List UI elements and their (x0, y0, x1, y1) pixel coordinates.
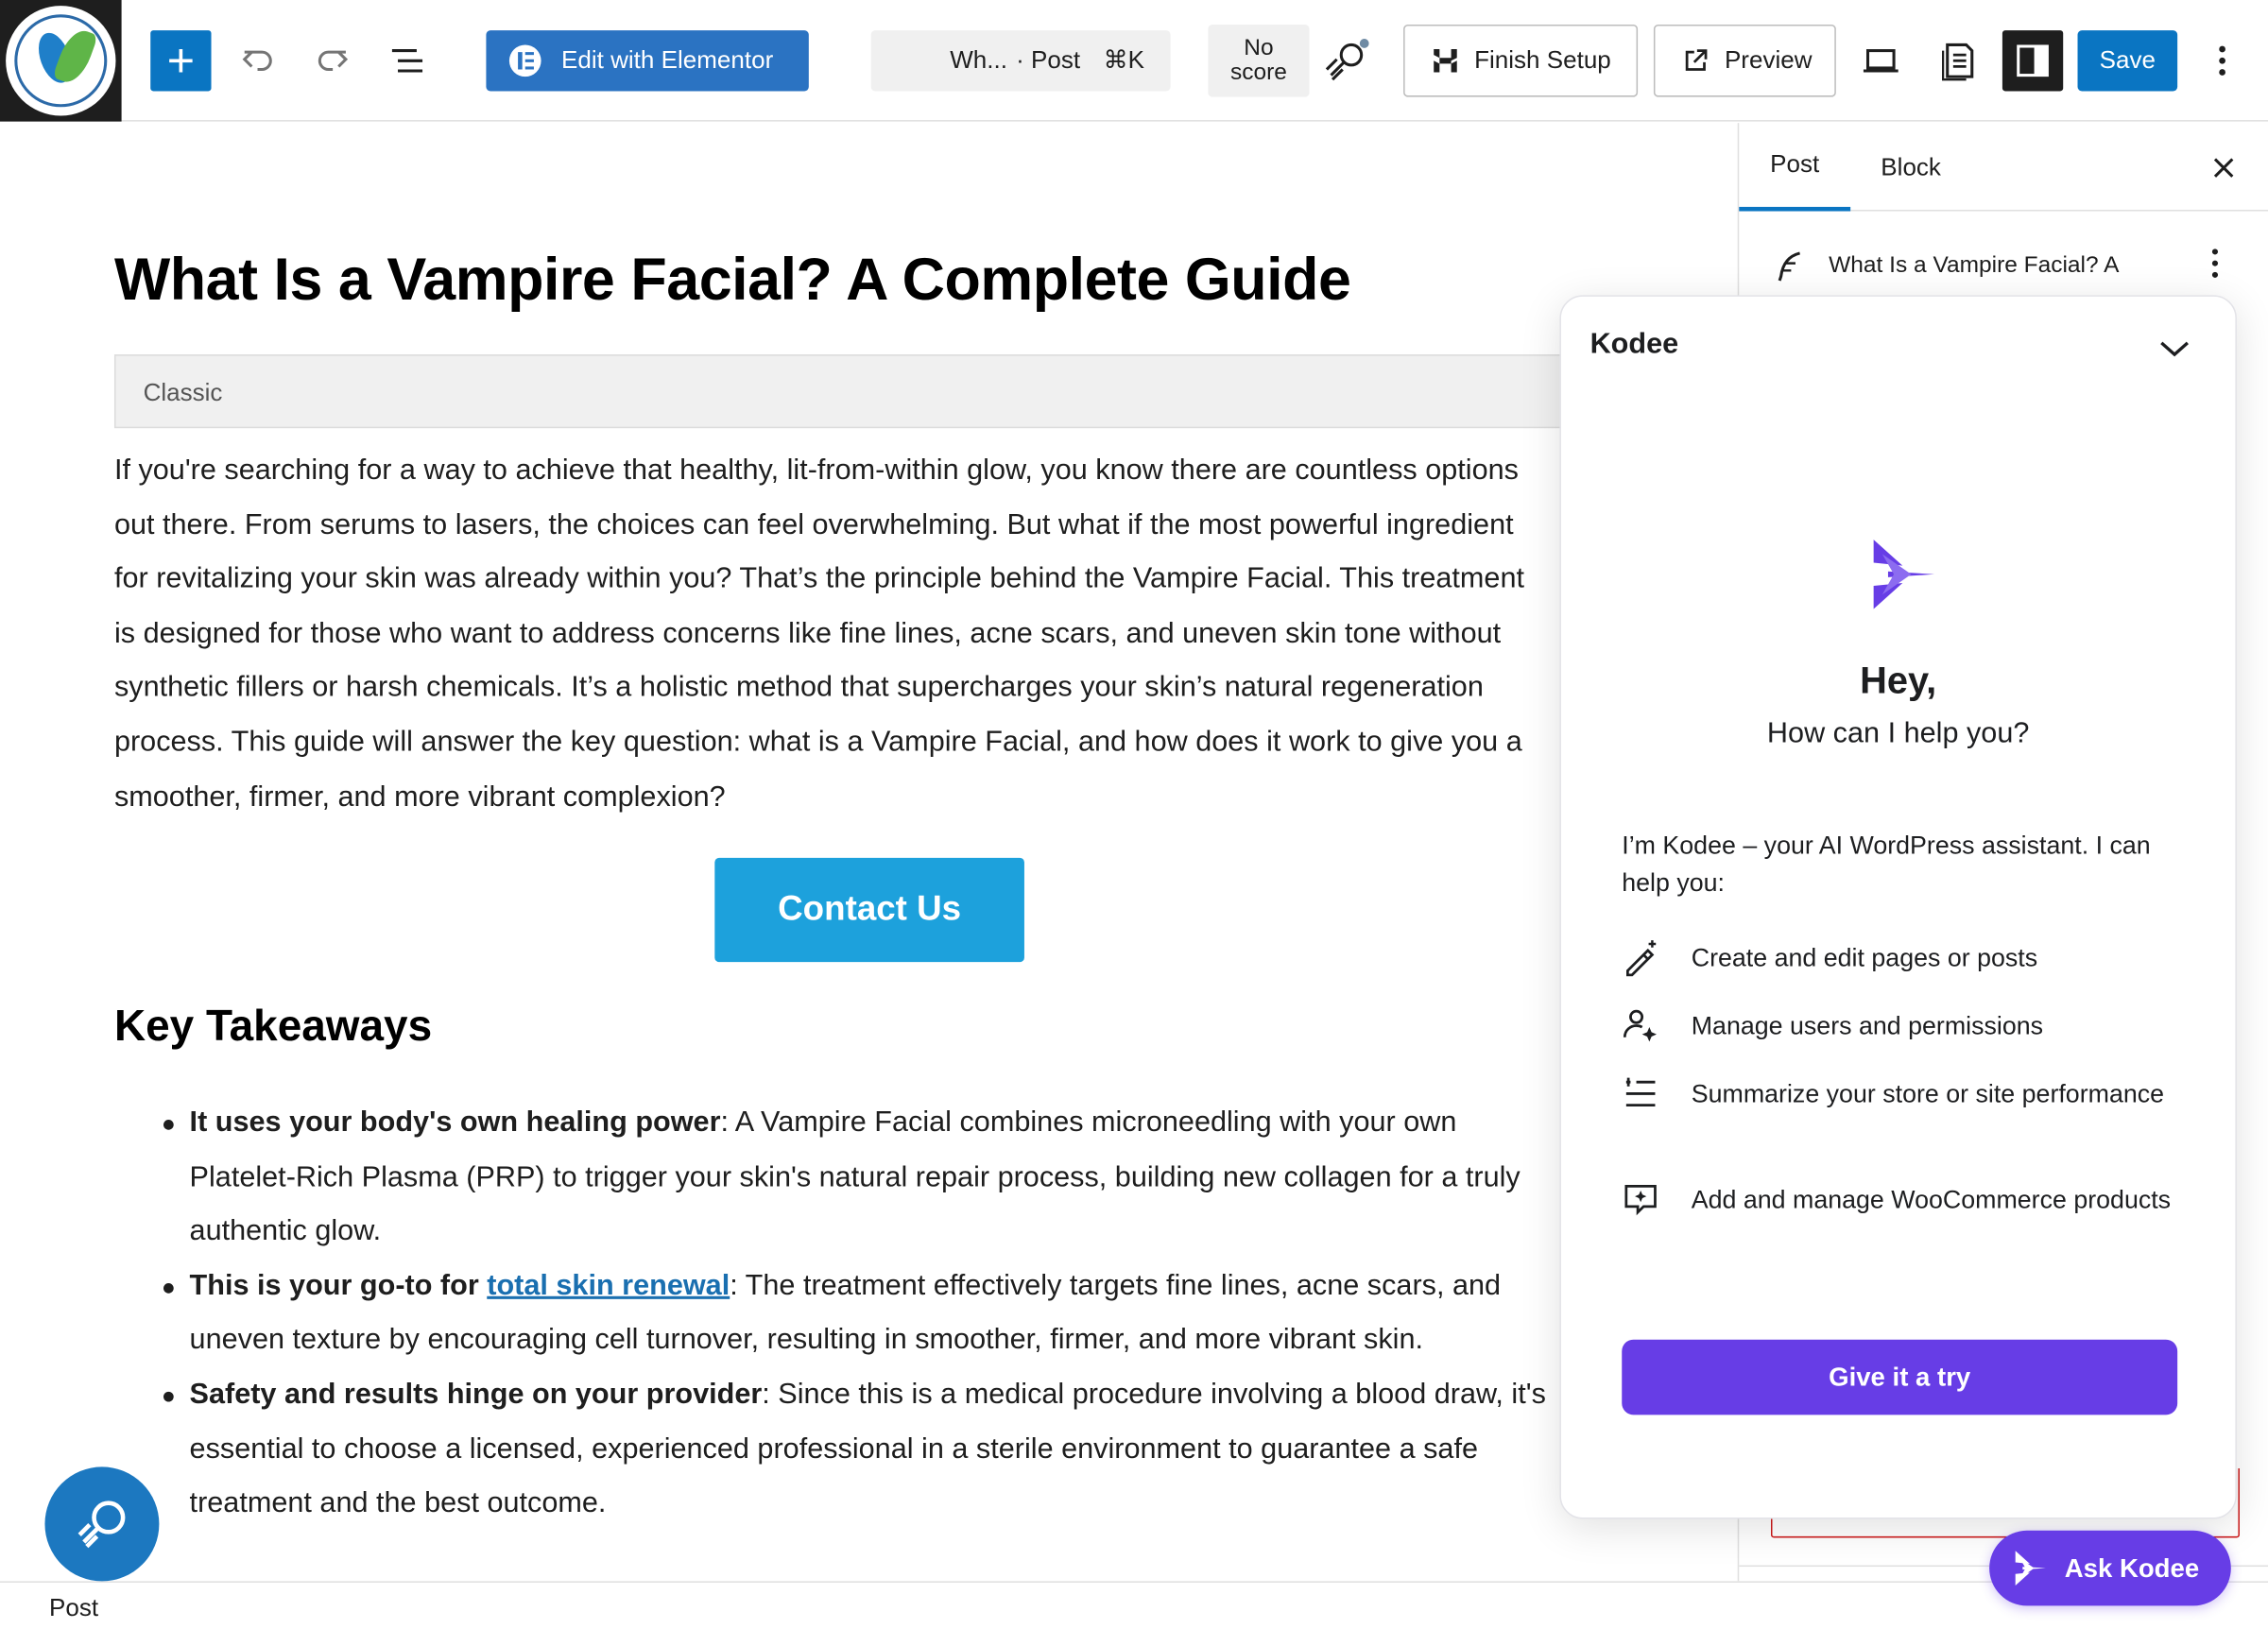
breadcrumb-post[interactable]: Post (49, 1594, 99, 1622)
add-block-button[interactable] (150, 30, 211, 91)
give-it-a-try-button[interactable]: Give it a try (1622, 1340, 2177, 1415)
magic-pen-icon (1622, 939, 1659, 977)
edit-with-elementor-label: Edit with Elementor (561, 45, 774, 75)
bullet-icon (163, 1283, 174, 1294)
editor-top-toolbar (0, 0, 2268, 122)
post-summary-row[interactable] (1774, 245, 2251, 288)
kodee-title: Kodee (1589, 328, 1679, 361)
kodee-capability-label: Manage users and permissions (1691, 1011, 2044, 1040)
takeaway-text: Platelet-Rich Plasma (PRP) to trigger your skin's natural repair process, building new collagen for a truly (189, 1160, 1521, 1193)
seo-score-line1: No (1244, 36, 1274, 61)
kodee-collapse-button[interactable] (2152, 325, 2198, 371)
kodee-capability-item (1622, 939, 2186, 977)
summary-list-icon (1622, 1075, 1659, 1113)
undo-icon (239, 42, 277, 79)
intro-line: synthetic fillers or harsh chemicals. It’s a holistic method that supercharges your skin’s natural regeneration (113, 671, 1484, 704)
classic-block-label: Classic (143, 379, 223, 407)
user-sparkle-icon (1622, 1007, 1659, 1045)
kodee-capability-item (1622, 1180, 2186, 1218)
close-sidebar-button[interactable] (2202, 146, 2245, 190)
sidebar-tabs (1739, 123, 2268, 211)
tab-post[interactable]: Post (1739, 123, 1850, 211)
contact-us-button[interactable]: Contact Us (714, 858, 1024, 962)
sidebar-icon (2016, 43, 2051, 78)
external-link-icon (1681, 46, 1710, 76)
close-icon (2212, 156, 2235, 179)
command-post-type: · Post (1016, 45, 1081, 75)
finish-setup-label: Finish Setup (1474, 45, 1611, 75)
intro-line: out there. From serums to lasers, the choices can feel overwhelming. But what if the most powerful ingredient (113, 508, 1514, 540)
takeaway-text: treatment and the best outcome. (189, 1487, 607, 1519)
bullet-icon (163, 1120, 174, 1130)
hostinger-icon (1431, 46, 1460, 76)
options-menu-button[interactable] (2199, 32, 2245, 90)
kodee-capability-label: Create and edit pages or posts (1691, 943, 2038, 972)
list-item (114, 1096, 1706, 1260)
command-shortcut: ⌘K (1103, 45, 1145, 75)
kodee-assistant-panel (1559, 295, 2237, 1518)
kodee-intro-text: I’m Kodee – your AI WordPress assistant. I can help you: (1622, 830, 2151, 898)
preview-button[interactable] (1654, 25, 1836, 97)
finish-setup-button[interactable] (1403, 25, 1638, 97)
intro-line: If you're searching for a way to achieve that healthy, lit-from-within glow, you know there are countless options (113, 454, 1519, 487)
seo-score-line2: score (1230, 60, 1287, 86)
list-item (114, 1368, 1706, 1532)
takeaway-bold: It uses your body's own healing power (189, 1106, 721, 1139)
intro-line: process. This guide will answer the key question: what is a Vampire Facial, and how does it work to give you a (113, 726, 1522, 759)
ask-kodee-label: Ask Kodee (2064, 1552, 2200, 1583)
page-attributes-button[interactable] (1933, 32, 1984, 90)
elementor-icon (509, 44, 541, 77)
search-icon (66, 1488, 139, 1561)
takeaway-text: : The treatment effectively targets fine lines, acne scars, and (730, 1269, 1502, 1302)
seo-search-fab[interactable] (44, 1466, 159, 1581)
settings-sidebar-toggle[interactable] (2002, 30, 2063, 91)
key-takeaways-list[interactable] (114, 1096, 1706, 1531)
rank-math-icon (1319, 35, 1371, 87)
list-item (114, 1260, 1706, 1368)
save-button[interactable]: Save (2078, 30, 2178, 91)
tab-block[interactable]: Block (1881, 152, 1941, 180)
takeaway-text: : Since this is a medical procedure involving a blood draw, it's (762, 1378, 1546, 1411)
edit-with-elementor-button[interactable] (486, 30, 808, 91)
total-skin-renewal-link[interactable]: total skin renewal (487, 1269, 730, 1302)
takeaway-bold: Safety and results hinge on your provider (189, 1378, 763, 1411)
post-actions-button[interactable] (2193, 242, 2237, 285)
device-preview-button[interactable] (1855, 32, 1907, 90)
site-logo-button[interactable] (0, 0, 122, 122)
takeaway-text: authentic glow. (189, 1215, 382, 1248)
laptop-icon (1861, 41, 1901, 81)
document-overview-button[interactable] (382, 32, 434, 90)
kodee-logo-icon (2010, 1548, 2051, 1588)
redo-icon (314, 42, 352, 79)
intro-line: for revitalizing your skin was already within you? That’s the principle behind the Vampire Facial. This treatment (113, 562, 1525, 595)
takeaway-bold: This is your go-to for (189, 1269, 488, 1302)
seo-score-button[interactable] (1208, 25, 1309, 97)
intro-line: is designed for those who want to address concerns like fine lines, acne scars, and uneven skin tone without (113, 617, 1502, 650)
kodee-capability-label: Add and manage WooCommerce products (1691, 1184, 2172, 1214)
chevron-down-icon (2158, 338, 2191, 358)
feather-icon (1774, 250, 1806, 283)
post-title[interactable]: What Is a Vampire Facial? A Complete Guide (113, 246, 1351, 313)
kodee-logo-icon (1862, 534, 1943, 615)
kodee-capability-label: Summarize your store or site performance (1691, 1079, 2165, 1108)
bullet-icon (163, 1392, 174, 1402)
chat-sparkle-icon (1622, 1180, 1659, 1218)
command-post-title: Wh... (950, 45, 1007, 75)
kodee-help-prompt: How can I help you? (1766, 717, 2030, 750)
document-icon (1939, 41, 1980, 81)
preview-label: Preview (1724, 45, 1813, 75)
undo-button[interactable] (232, 32, 284, 90)
redo-button[interactable] (307, 32, 359, 90)
command-palette-button[interactable] (871, 30, 1171, 91)
vertical-ellipsis-icon (2218, 43, 2226, 78)
plus-icon (165, 44, 198, 77)
key-takeaways-heading[interactable]: Key Takeaways (113, 1002, 433, 1051)
takeaway-text: : A Vampire Facial combines microneedling with your own (720, 1106, 1457, 1139)
list-view-icon (389, 42, 427, 79)
rank-math-button[interactable] (1314, 29, 1377, 93)
ask-kodee-button[interactable] (1989, 1531, 2231, 1606)
site-logo-icon (6, 6, 115, 115)
kodee-greeting: Hey, (1860, 658, 1937, 702)
intro-paragraph[interactable] (114, 444, 1706, 825)
kodee-capability-item (1622, 1075, 2186, 1113)
editor-canvas (0, 123, 1738, 1581)
intro-line: smoother, firmer, and more vibrant complexion? (113, 780, 726, 813)
takeaway-text: uneven texture by encouraging cell turnover, resulting in smoother, firmer, and more vibrant skin. (189, 1324, 1424, 1357)
block-breadcrumb-bar (0, 1581, 2268, 1629)
takeaway-text: essential to choose a licensed, experienced professional in a sterile environment to guarantee a safe (189, 1432, 1478, 1466)
vertical-ellipsis-icon (2210, 248, 2219, 280)
post-summary-title: What Is a Vampire Facial? A (1829, 252, 2120, 278)
classic-block[interactable] (114, 354, 1706, 428)
kodee-capability-item (1622, 1007, 2186, 1045)
